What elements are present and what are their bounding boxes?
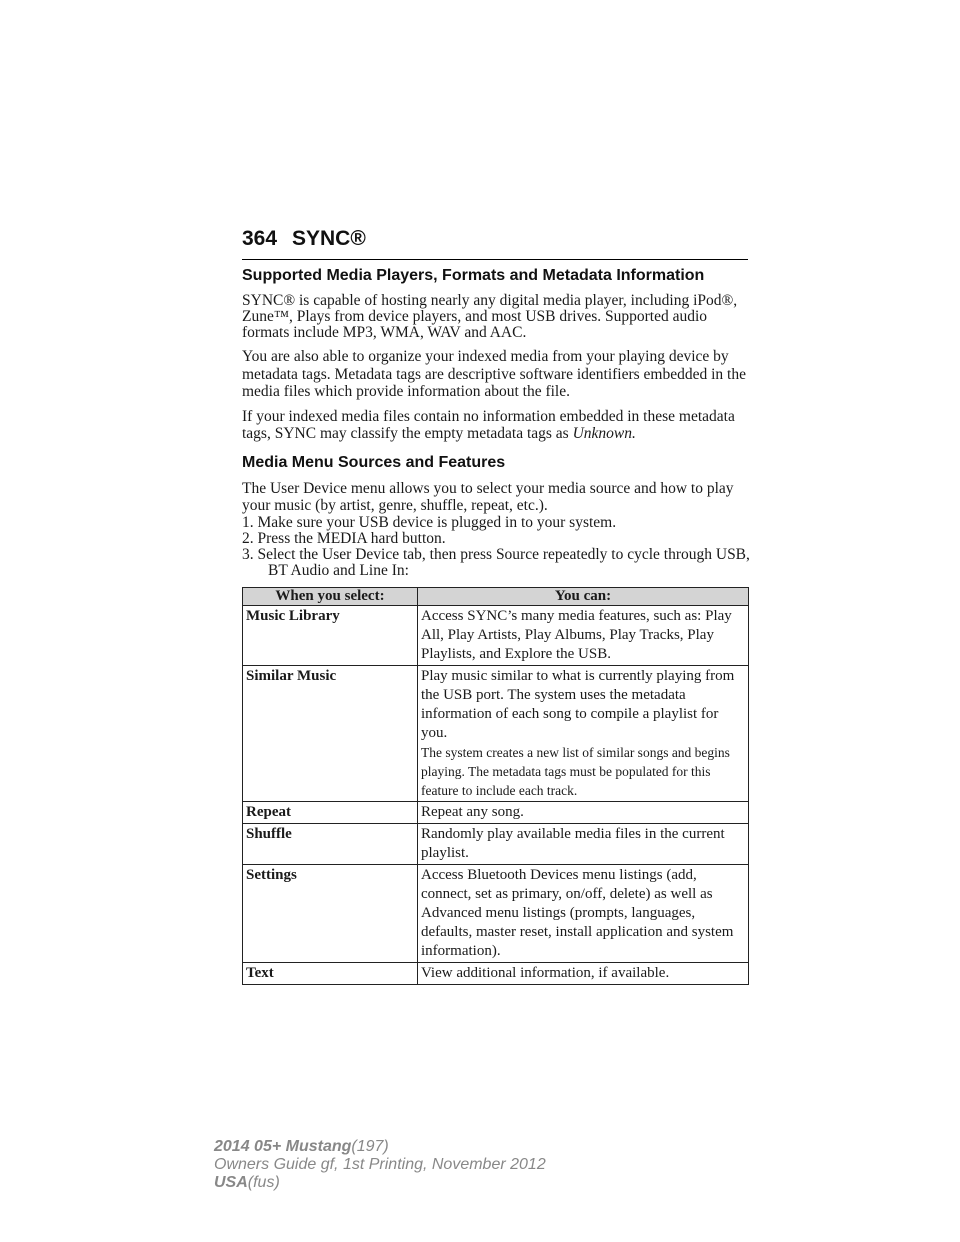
footer-model-code: (197) (351, 1138, 389, 1155)
row-description: Randomly play available media files in the current playlist. (418, 823, 749, 864)
step-item: 2. Press the MEDIA hard button. (242, 529, 446, 547)
paragraph-unknown-tags (242, 408, 752, 443)
page-number: 364 (242, 227, 278, 250)
heading-media-menu: Media Menu Sources and Features (242, 453, 506, 471)
table-row (243, 801, 749, 823)
footer-model: 2014 05+ Mustang (214, 1138, 352, 1155)
row-item: Similar Music (243, 665, 418, 801)
steps-list (242, 515, 752, 579)
section-title: SYNC® (292, 227, 366, 250)
row-item: Settings (243, 864, 418, 962)
row-description (418, 665, 749, 801)
footer-line-market (214, 1174, 546, 1192)
table-header-row (243, 587, 749, 605)
footer-line-printing: Owners Guide gf, 1st Printing, November 2012 (214, 1156, 546, 1173)
paragraph-metadata-tags: You are also able to organize your indexed media from your playing device by metadata tags. Metadata tags are descriptive software identifiers embedded in the media files which provide information about the file. (242, 348, 746, 400)
row-description: Repeat any song. (418, 801, 749, 823)
unknown-tags-text: If your indexed media files contain no information embedded in these metadata tags, SYNC may classify the empty metadata tags as (242, 407, 735, 442)
unknown-term: Unknown. (572, 425, 636, 442)
paragraph-user-device-menu: The User Device menu allows you to select your media source and how to play your music (by artist, genre, shuffle, repeat, etc.). (242, 479, 734, 514)
page-content (242, 266, 752, 985)
footer-market-code: (fus) (247, 1174, 280, 1191)
row-item: Shuffle (243, 823, 418, 864)
table-row (243, 823, 749, 864)
row-description-text: Play music similar to what is currently playing from the USB port. The system uses the metadata information of each song to compile a playlist for you. (421, 667, 735, 741)
table-row (243, 605, 749, 665)
footer-line-model (214, 1138, 546, 1156)
row-description: Access SYNC’s many media features, such as: Play All, Play Artists, Play Albums, Play Tracks, Play Playlists, and Explore the USB. (418, 605, 749, 665)
page-footer (214, 1138, 546, 1192)
heading-supported-media: Supported Media Players, Formats and Metadata Information (242, 267, 705, 284)
step-item: 3. Select the User Device tab, then press Source repeatedly to cycle through USB, BT Audio and Line In: (242, 545, 750, 579)
row-description: Access Bluetooth Devices menu listings (add, connect, set as primary, on/off, delete) as well as Advanced menu listings (prompts, languages, defaults, master reset, install application and system information). (418, 864, 749, 962)
column-header-can: You can: (418, 587, 749, 605)
row-item: Music Library (243, 605, 418, 665)
table-row (243, 665, 749, 801)
footer-market: USA (214, 1174, 248, 1191)
features-table (242, 587, 749, 985)
column-header-select: When you select: (243, 587, 418, 605)
page-header (242, 225, 748, 260)
row-item: Text (243, 962, 418, 984)
row-item: Repeat (243, 801, 418, 823)
table-row (243, 962, 749, 984)
table-row (243, 864, 749, 962)
row-description: View additional information, if available. (418, 962, 749, 984)
paragraph-media-players: SYNC® is capable of hosting nearly any digital media player, including iPod®, Zune™, Plays from device players, and most USB drives. Supported audio formats include MP3, WMA, WAV and AAC. (242, 292, 738, 341)
row-note: The system creates a new list of similar songs and begins playing. The metadata tags must be populated for this feature to include each track. (421, 744, 730, 798)
step-item: 1. Make sure your USB device is plugged in to your system. (242, 513, 617, 531)
